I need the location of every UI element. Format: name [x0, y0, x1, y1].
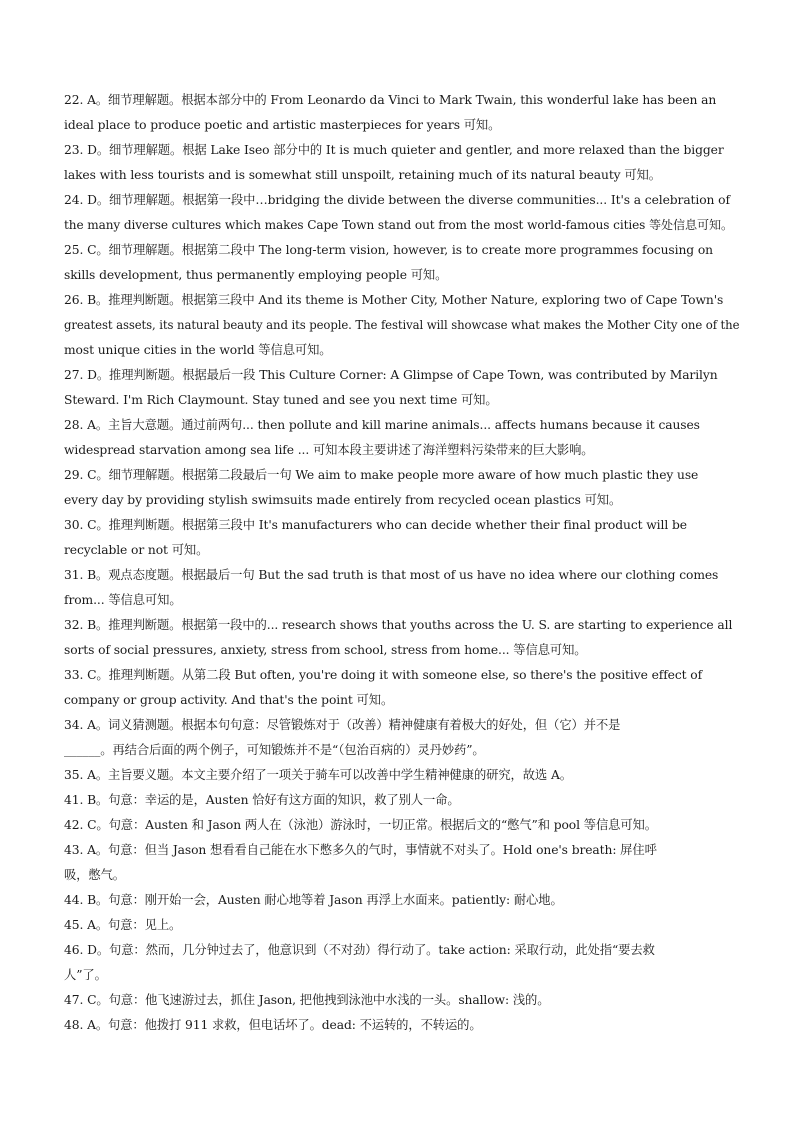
text-line: 30. C。推理判断题。根据第三段中 It's manufacturers who can decide whether their final product will be	[64, 518, 687, 532]
text-line: greatest assets, its natural beauty and its people. The festival will showcase what makes the Mother City one of the	[64, 318, 740, 332]
text-line: Steward. I'm Rich Claymount. Stay tuned and see you next time 可知。	[64, 393, 498, 407]
text-line: the many diverse cultures which makes Cape Town stand out from the most world-famous cities 等处信息可知。	[64, 218, 733, 232]
text-line: 25. C。细节理解题。根据第二段中 The long-term vision, however, is to create more programmes focusing on	[64, 243, 713, 257]
text-line: ______。再结合后面的两个例子，可知锻炼并不是“（包治百病的）灵丹妙药”。	[64, 743, 485, 757]
text-line: from... 等信息可知。	[64, 593, 182, 607]
text-line: 44. B。句意：刚开始一会，Austen 耐心地等着 Jason 再浮上水面来。patiently: 耐心地。	[64, 893, 563, 907]
text-line: 32. B。推理判断题。根据第一段中的... research shows that youths across the U. S. are starting to experience all	[64, 618, 733, 632]
text-line: company or group activity. And that's the point 可知。	[64, 693, 394, 707]
text-line: 45. A。句意：见上。	[64, 918, 182, 932]
text-line: lakes with less tourists and is somewhat still unspoilt, retaining much of its natural beauty 可知。	[64, 168, 661, 182]
text-line: 23. D。细节理解题。根据 Lake Iseo 部分中的 It is much quieter and gentler, and more relaxed than the bigger	[64, 143, 724, 157]
text-line: every day by providing stylish swimsuits made entirely from recycled ocean plastics 可知。	[64, 493, 622, 507]
text-line: 31. B。观点态度题。根据最后一句 But the sad truth is that most of us have no idea where our clothing comes	[64, 568, 719, 582]
text-line: 47. C。句意：他飞速游过去，抓住 Jason, 把他拽到泳池中水浅的一头。shallow: 浅的。	[64, 993, 550, 1007]
text-line: recyclable or not 可知。	[64, 543, 209, 557]
text-line: 26. B。推理判断题。根据第三段中 And its theme is Mother City, Mother Nature, exploring two of Cape Town's	[64, 293, 724, 307]
text-line: ideal place to produce poetic and artistic masterpieces for years 可知。	[64, 118, 501, 132]
text-line: 24. D。细节理解题。根据第一段中…bridging the divide between the diverse communities... It's a celebration of	[64, 193, 730, 207]
text-line: 28. A。主旨大意题。通过前两句... then pollute and kill marine animals... affects humans because it causes	[64, 418, 700, 432]
text-line: 43. A。句意：但当 Jason 想看看自己能在水下憋多久的气时，事情就不对头了。Hold one's breath: 屏住呼	[64, 843, 657, 857]
text-line: 29. C。细节理解题。根据第二段最后一句 We aim to make people more aware of how much plastic they use	[64, 468, 699, 482]
text-line: most unique cities in the world 等信息可知。	[64, 343, 332, 357]
text-line: 35. A。主旨要义题。本文主要介绍了一项关于骑车可以改善中学生精神健康的研究，故选 A。	[64, 768, 572, 782]
text-line: widespread starvation among sea life ... 可知本段主要讲述了海洋塑料污染带来的巨大影响。	[64, 443, 594, 457]
text-line: 22. A。细节理解题。根据本部分中的 From Leonardo da Vinci to Mark Twain, this wonderful lake has been an	[64, 93, 717, 107]
text-line: 41. B。句意：幸运的是，Austen 恰好有这方面的知识，救了别人一命。	[64, 793, 460, 807]
text-line: 吸，憋气。	[64, 868, 125, 882]
text-line: 34. A。词义猜测题。根据本句句意：尽管锻炼对于（改善）精神健康有着极大的好处，但（它）并不是	[64, 718, 621, 732]
text-line: skills development, thus permanently employing people 可知。	[64, 268, 448, 282]
text-line: 46. D。句意：然而，几分钟过去了，他意识到（不对劲）得行动了。take action: 采取行动，此处指“要去救	[64, 943, 655, 957]
text-line: 33. C。推理判断题。从第二段 But often, you're doing it with someone else, so there's the positive effect of	[64, 668, 703, 682]
text-line: 42. C。句意：Austen 和 Jason 两人在（泳池）游泳时，一切正常。根据后文的“憋气”和 pool 等信息可知。	[64, 818, 657, 832]
text-line: sorts of social pressures, anxiety, stress from school, stress from home... 等信息可知。	[64, 643, 587, 657]
text-line: 人”了。	[64, 968, 107, 982]
text-line: 27. D。推理判断题。根据最后一段 This Culture Corner: A Glimpse of Cape Town, was contributed by Marilyn	[64, 368, 718, 382]
text-line: 48. A。句意：他拨打 911 求救，但电话坏了。dead: 不运转的，不转运的。	[64, 1018, 482, 1032]
